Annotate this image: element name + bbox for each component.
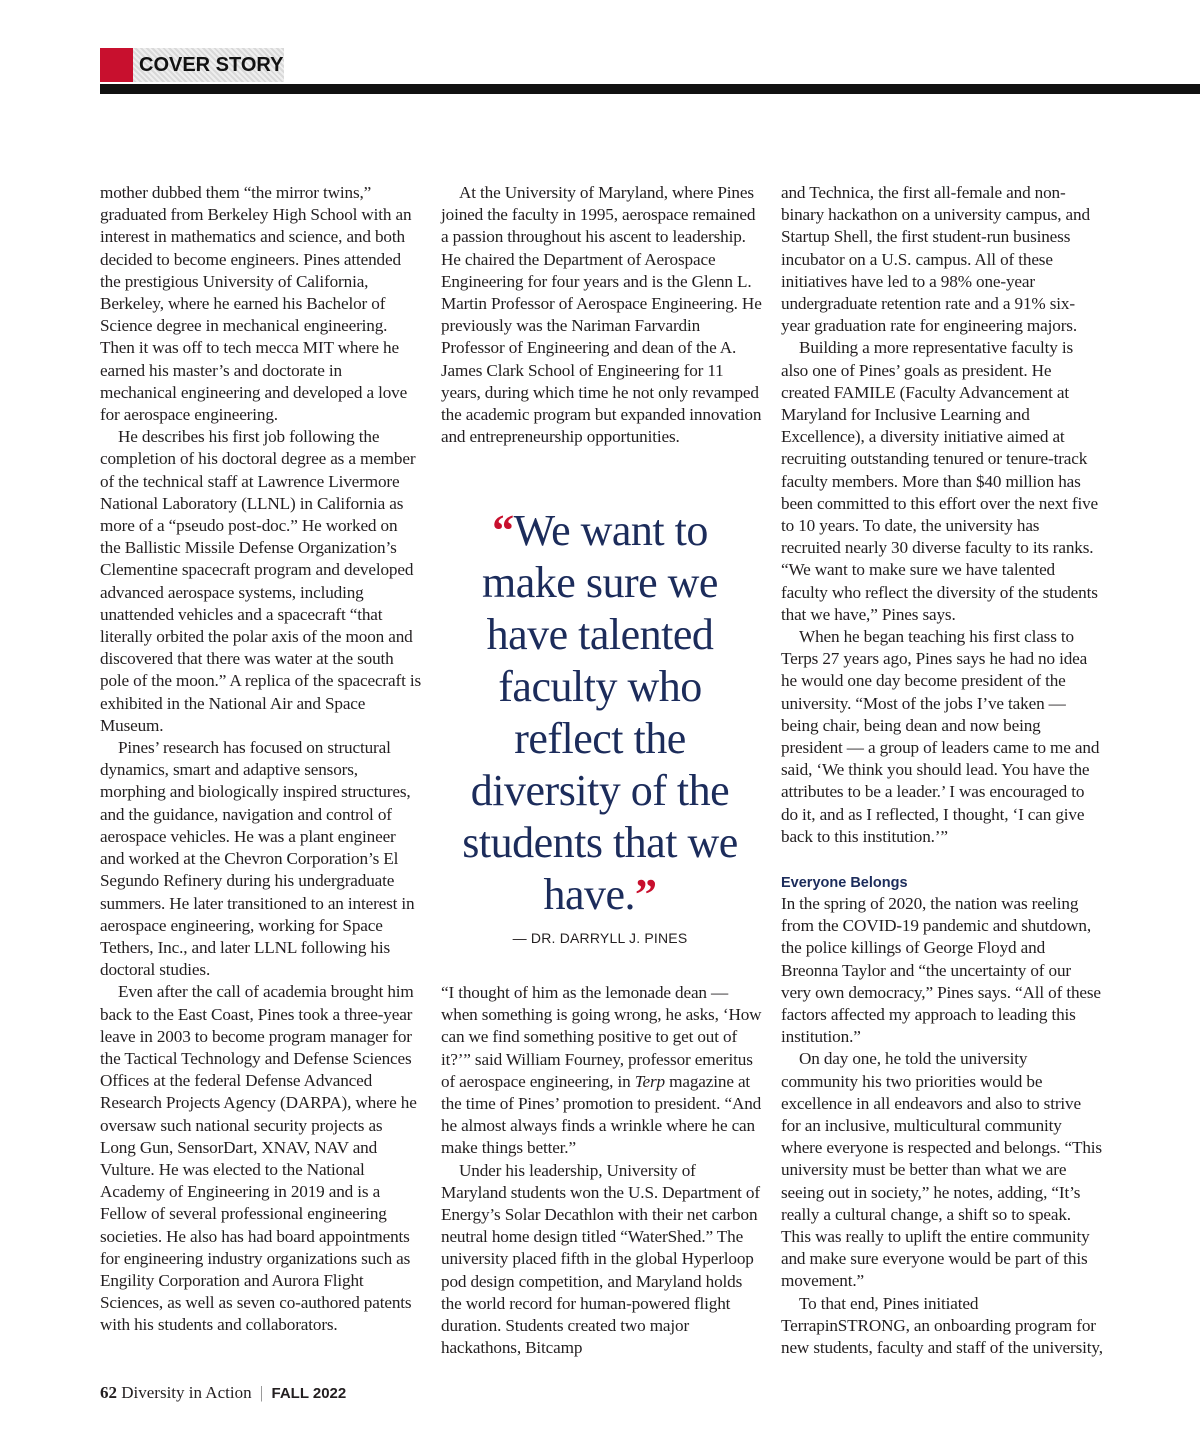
issue-label: FALL 2022 <box>271 1385 347 1402</box>
pull-quote-attribution: — DR. DARRYLL J. PINES <box>512 930 688 946</box>
paragraph: To that end, Pines initiated TerrapinSTRONG, an onboarding program for new students, faculty and staff of the university, <box>781 1293 1103 1358</box>
paragraph: and Technica, the first all-female and non-binary hackathon on a university campus, and Startup Shell, the first student-run business incubator on a U.S. campus. All of these initiatives have led to a 98% one-year undergraduate retention rate and a 91% six-year graduation rate for engineering majors. <box>781 183 1090 336</box>
footer-separator: | <box>259 1383 264 1402</box>
section-accent-block <box>100 48 133 82</box>
paragraph: On day one, he told the university community his two priorities would be excellence in all endeavors and also to strive for an inclusive, multicultural community where everyone is respected and belongs. “This university must be better than what we are seeing out in society,” he notes, adding, “It’s really a cultural change, a shift so to speak. This was really to uplift the entire community and make sure everyone would be part of this movement.” <box>781 1049 1102 1291</box>
open-quote-mark: “ <box>492 506 514 555</box>
paragraph-text: magazine at the time of Pines’ promotion to president. “And he almost always finds a wrinkle where he can make things better.” <box>441 1071 762 1158</box>
magazine-name: Diversity in Action <box>121 1383 252 1402</box>
article-column-1 <box>100 182 422 1337</box>
paragraph <box>441 982 763 1160</box>
paragraph: At the University of Maryland, where Pines joined the faculty in 1995, aerospace remained a passion throughout his ascent to leadership. He chaired the Department of Aerospace Engineering for four years and is the Glenn L. Martin Professor of Aerospace Engineering. He previously was the Nariman Farvardin Professor of Engineering and dean of the A. James Clark School of Engineering for 11 years, during which time he not only revamped the academic program but expanded innovation and entrepreneurship opportunities. <box>441 183 762 447</box>
section-subhead: Everyone Belongs <box>781 875 908 891</box>
article-column-3-top <box>781 182 1103 848</box>
paragraph: When he began teaching his first class to Terps 27 years ago, Pines says he had no idea he would one day become president of the university. “Most of the jobs I’ve taken — being chair, being dean and now being president — a group of leaders came to me and said, ‘We think you should lead. You have the attributes to be a leader.’ I was encouraged to do it, and as I reflected, I thought, ‘I can give back to this institution.’” <box>781 627 1100 846</box>
paragraph: mother dubbed them “the mirror twins,” graduated from Berkeley High School with an interest in mathematics and science, and both decided to become engineers. Pines attended the prestigious University of California, Berkeley, where he earned his Bachelor of Science degree in mechanical engineering. Then it was off to tech mecca MIT where he earned his master’s and doctorate in mechanical engineering and developed a love for aerospace engineering. <box>100 183 412 425</box>
paragraph: Even after the call of academia brought him back to the East Coast, Pines took a three-year leave in 2003 to become program manager for the Tactical Technology and Defense Sciences Offices at the federal Defense Advanced Research Projects Agency (DARPA), where he oversaw such national security projects as Long Gun, SensorDart, XNAV, NAV and Vulture. He was elected to the National Academy of Engineering in 2019 and is a Fellow of several professional engineering societies. He also has had board appointments for engineering industry organizations such as Engility Corporation and Aurora Flight Sciences, as well as seven co-authored patents with his students and collaborators. <box>100 982 417 1335</box>
page-number: 62 <box>100 1383 117 1402</box>
pull-quote-text: We want to make sure we have talented faculty who reflect the diversity of the students that we have. <box>462 506 738 919</box>
paragraph-text: “I thought of him as the lemonade dean — when something is going wrong, he asks, ‘How can we find something positive to get out of it?’” said William Fourney, professor emeritus of aerospace engineering, in <box>441 983 762 1091</box>
magazine-title: Terp <box>634 1071 665 1091</box>
header-rule <box>100 84 1200 94</box>
close-quote-mark: ” <box>635 870 657 919</box>
article-column-2-bottom <box>441 982 763 1359</box>
paragraph: Building a more representative faculty is also one of Pines’ goals as president. He created FAMILE (Faculty Advancement at Maryland for Inclusive Learning and Excellence), a diversity initiative aimed at recruiting outstanding tenured or tenure-track faculty members. More than $40 million has been committed to this effort over the next five to 10 years. To date, the university has recruited nearly 30 diverse faculty to its ranks. “We want to make sure we have talented faculty who reflect the diversity of the students that we have,” Pines says. <box>781 338 1099 624</box>
paragraph: In the spring of 2020, the nation was reeling from the COVID-19 pandemic and shutdown, the police killings of George Floyd and Breonna Taylor and “the uncertainty of our very own democracy,” Pines says. “All of these factors affected my approach to leading this institution.” <box>781 894 1101 1047</box>
article-column-2-top <box>441 182 763 448</box>
pull-quote <box>448 505 752 921</box>
paragraph: He describes his first job following the completion of his doctoral degree as a member of the technical staff at Lawrence Livermore National Laboratory (LLNL) in California as more of a “pseudo post-doc.” He worked on the Ballistic Missile Defense Organization’s Clementine spacecraft program and developed advanced aerospace systems, including unattended vehicles and a spacecraft “that literally orbited the polar axis of the moon and discovered that there was water at the south pole of the moon.” A replica of the spacecraft is exhibited in the National Air and Space Museum. <box>100 427 421 735</box>
article-column-3-bottom <box>781 893 1103 1359</box>
section-label: COVER STORY <box>139 54 284 76</box>
paragraph: Under his leadership, University of Maryland students won the U.S. Department of Energy’s Solar Decathlon with their net carbon neutral home design titled “WaterShed.” The university placed fifth in the global Hyperloop pod design competition, and Maryland holds the world record for human-powered flight duration. Students created two major hackathons, Bitcamp <box>441 1160 760 1358</box>
paragraph: Pines’ research has focused on structural dynamics, smart and adaptive sensors, morphing and biologically inspired structures, and the guidance, navigation and control of aerospace vehicles. He was a plant engineer and worked at the Chevron Corporation’s El Segundo Refinery during his undergraduate summers. He later transitioned to an interest in aerospace engineering, working for Space Tethers, Inc., and later LLNL following his doctoral studies. <box>100 738 415 980</box>
page-footer <box>100 1383 346 1403</box>
